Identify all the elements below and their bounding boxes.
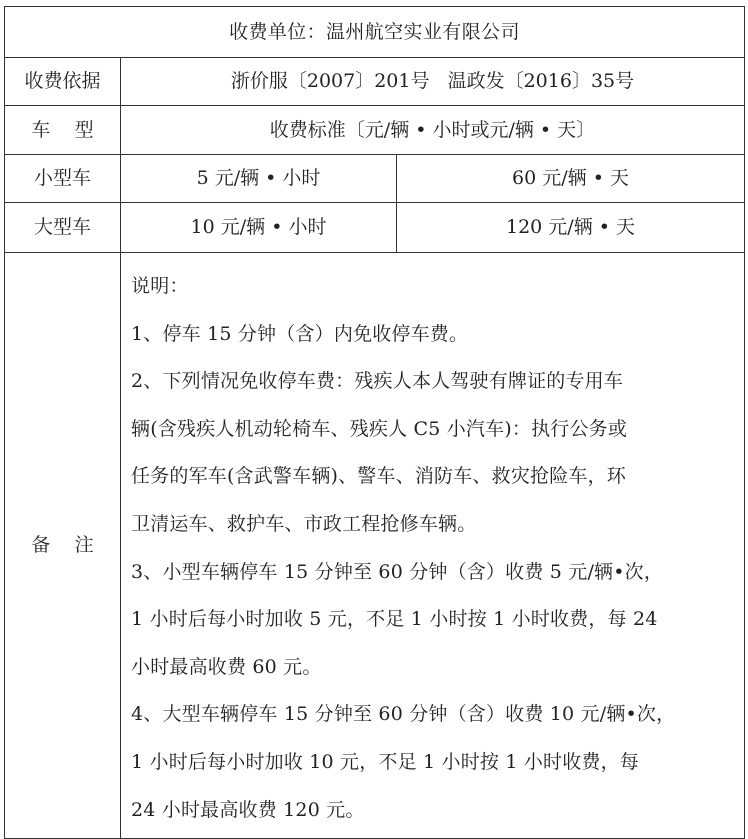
notes-label: 备 注 — [5, 253, 121, 839]
note-line: 小时最高收费 60 元。 — [131, 655, 322, 678]
small-daily-rate: 60 元/辆 • 天 — [397, 155, 745, 203]
vehicle-type-row — [5, 106, 745, 155]
fee-standard-header: 收费标准〔元/辆 • 小时或元/辆 • 天〕 — [121, 106, 745, 155]
note-line: 24 小时最高收费 120 元。 — [131, 798, 365, 821]
basis-label: 收费依据 — [5, 58, 121, 106]
note-line: 3、小型车辆停车 15 分钟至 60 分钟（含）收费 5 元/辆•次， — [131, 560, 664, 583]
small-hourly-rate: 5 元/辆 • 小时 — [121, 155, 397, 203]
rate-row-small — [5, 155, 745, 203]
note-line: 卫清运车、救护车、市政工程抢修车辆。 — [131, 512, 477, 535]
fee-unit-cell: 收费单位：温州航空实业有限公司 — [5, 7, 745, 58]
notes-content — [121, 253, 745, 839]
note-line: 1 小时后每小时加收 5 元，不足 1 小时按 1 小时收费，每 24 — [131, 608, 658, 631]
large-hourly-rate: 10 元/辆 • 小时 — [121, 203, 397, 253]
note-line: 任务的军车(含武警车辆)、警车、消防车、救灾抢险车，环 — [131, 465, 626, 488]
notes-row — [5, 253, 745, 839]
large-daily-rate: 120 元/辆 • 天 — [397, 203, 745, 253]
note-line: 1、停车 15 分钟（含）内免收停车费。 — [131, 322, 469, 345]
note-line: 2、下列情况免收停车费：残疾人本人驾驶有牌证的专用车 — [131, 370, 624, 393]
rate-row-large — [5, 203, 745, 253]
note-line: 1 小时后每小时加收 10 元，不足 1 小时按 1 小时收费，每 — [131, 750, 639, 773]
header-row — [5, 7, 745, 58]
basis-value: 浙价服〔2007〕201号 温政发〔2016〕35号 — [121, 58, 745, 106]
notes-heading: 说明： — [131, 275, 189, 297]
vehicle-large-label: 大型车 — [5, 203, 121, 253]
vehicle-type-label: 车 型 — [5, 106, 121, 155]
basis-row — [5, 58, 745, 106]
note-line: 4、大型车辆停车 15 分钟至 60 分钟（含）收费 10 元/辆•次， — [131, 703, 676, 726]
vehicle-small-label: 小型车 — [5, 155, 121, 203]
note-line: 辆(含残疾人机动轮椅车、残疾人 C5 小汽车)：执行公务或 — [131, 417, 628, 440]
parking-fee-table — [4, 6, 745, 839]
